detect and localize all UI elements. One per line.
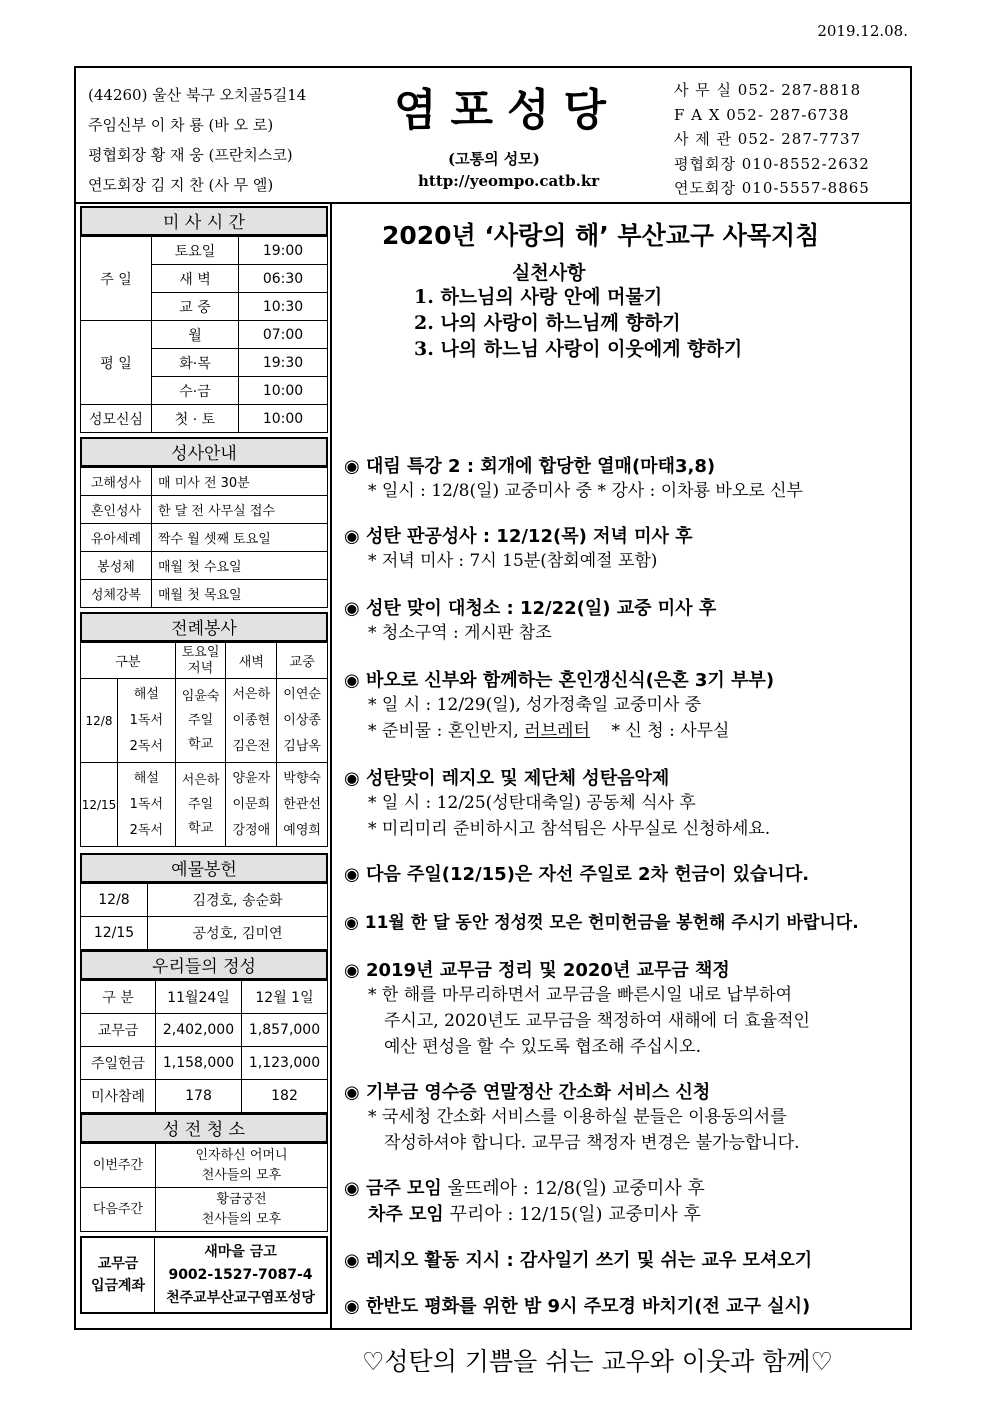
- role: 2독서: [129, 822, 164, 838]
- notice-detail: * 일 시 : 12/25(성탄대축일) 공동체 식사 후: [368, 793, 696, 813]
- sacrament-name: 혼인성사: [81, 496, 152, 524]
- cleaning-title: 성 전 청 소: [80, 1113, 328, 1143]
- server-name: 한관선: [283, 796, 321, 812]
- server-name: 강정애: [232, 822, 271, 838]
- practice-item: 1. 하느님의 사랑 안에 머물기: [414, 286, 663, 308]
- sacrament-info: 매월 첫 목요일: [152, 580, 328, 608]
- cleaning-week: 이번주간: [81, 1144, 156, 1188]
- notice-heading: ◉ 2019년 교무금 정리 및 2020년 교무금 책정: [344, 960, 730, 981]
- pastor: 주임신부 이 차 룡 (바 오 로): [88, 116, 274, 134]
- notice-detail: 예산 편성을 할 수 있도록 협조해 주십시오.: [384, 1037, 702, 1057]
- header: [76, 68, 910, 204]
- contact-office: 사 무 실 052- 287-8818: [674, 81, 862, 99]
- notice-heading: ◉ 성탄 판공성사 : 12/12(목) 저녁 미사 후: [344, 526, 693, 547]
- liturgy-dawn: [226, 679, 277, 763]
- notice-legio: [344, 1246, 812, 1272]
- detail-text: * 준비물 : 혼인반지,: [368, 721, 525, 741]
- notice-detail: * 한 해를 마무리하면서 교무금을 빠른시일 내로 납부하여: [368, 985, 793, 1005]
- cleaning-table: [80, 1143, 328, 1232]
- notice-detail: * 미리미리 준비하시고 참석팀은 사무실로 신청하세요.: [368, 819, 771, 839]
- notice-detail: * 국세청 간소화 서비스를 이용하실 분들은 이용동의서를: [368, 1107, 787, 1127]
- mass-day: 교 중: [152, 293, 239, 321]
- funds-header: 12월 1일: [242, 981, 328, 1014]
- server-name: 김은전: [232, 738, 271, 754]
- mass-time: 06:30: [239, 265, 328, 293]
- mass-day: 토요일: [152, 237, 239, 265]
- mass-day: 수·금: [152, 377, 239, 405]
- server-name: 이종현: [232, 712, 271, 728]
- liturgy-title: 전례봉사: [80, 612, 328, 642]
- liturgy-dawn: [226, 763, 277, 847]
- account-number: 9002-1527-7087-4: [168, 1266, 313, 1283]
- weekday-label: 평 일: [81, 321, 152, 405]
- cleaning-groups: 인자하신 어머니 천사들의 모후: [156, 1144, 328, 1188]
- notice-heading: ◉ 바오로 신부와 함께하는 혼인갱신식(은혼 3기 부부): [344, 670, 775, 691]
- notice-meetings: [344, 1174, 705, 1226]
- parish-url[interactable]: http://yeompo.catb.kr: [418, 172, 600, 190]
- sunday-label: 주 일: [81, 237, 152, 321]
- mass-time: 07:00: [239, 321, 328, 349]
- notice-confession: [344, 522, 693, 574]
- funds-table: [80, 980, 328, 1113]
- notice-heading: [344, 1174, 705, 1200]
- cleaning-groups: 황금궁전 천사들의 모후: [156, 1188, 328, 1232]
- sacrament-title: 성사안내: [80, 437, 328, 467]
- funds-header: 11월24일: [156, 981, 242, 1014]
- sacrament-name: 봉성체: [81, 552, 152, 580]
- role: 1독서: [129, 796, 164, 812]
- account-holder: 천주교부산교구염포성당: [166, 1289, 315, 1306]
- role: 해설: [133, 686, 159, 702]
- role: 1독서: [129, 712, 164, 728]
- account-box: [80, 1236, 328, 1314]
- liturgy-roles: [118, 763, 176, 847]
- practice-item: 3. 나의 하느님 사랑이 이웃에게 향하기: [414, 338, 743, 360]
- notice-cleaning: [344, 594, 716, 646]
- legion-president: 연도회장 김 지 찬 (사 무 엘): [88, 176, 274, 194]
- sacrament-info: 매 미사 전 30분: [152, 468, 328, 496]
- notice-charity-sunday: [344, 860, 809, 886]
- notice-heading: ◉ 다음 주일(12/15)은 자선 주일로 2차 헌금이 있습니다.: [344, 864, 810, 885]
- notice-detail: 주시고, 2020년도 교무금을 책정하여 새해에 더 효율적인: [384, 1011, 810, 1031]
- notice-rice-offering: [344, 908, 859, 933]
- notice-heading: ◉ 성탄맞이 레지오 및 제단체 성탄음악제: [344, 768, 670, 789]
- funds-label: 미사참례: [81, 1080, 156, 1113]
- liturgy-date: 12/8: [81, 679, 118, 763]
- mass-time: 10:00: [239, 405, 328, 433]
- meeting-next-week: 꾸리아 : 12/15(일) 교중미사 후: [443, 1204, 701, 1225]
- issue-date: 2019.12.08.: [817, 22, 908, 40]
- bulletin-frame: [74, 66, 912, 1376]
- mass-day: 첫 · 토: [152, 405, 239, 433]
- notice-music-festival: [344, 764, 770, 842]
- parish-title: 염포성당: [394, 85, 621, 136]
- sacrament-table: [80, 467, 328, 608]
- mass-day: 화·목: [152, 349, 239, 377]
- funds-value: 178: [156, 1080, 242, 1113]
- funds-header: 구 분: [81, 981, 156, 1014]
- column-divider: [330, 202, 332, 1328]
- account-bank: 새마을 금고: [204, 1243, 277, 1260]
- council-president: 평협회장 황 재 웅 (프란치스코): [88, 146, 293, 164]
- mass-table: [80, 236, 328, 433]
- account-label: 교무금 입금계좌: [82, 1238, 155, 1312]
- server-name: 서은하: [232, 686, 271, 702]
- liturgy-saturday: 임윤숙 주일 학교: [175, 679, 226, 763]
- sacrament-info: 짝수 월 셋째 토요일: [152, 524, 328, 552]
- notice-detail: * 저녁 미사 : 7시 15분(참회예절 포함): [368, 551, 658, 571]
- liturgy-saturday: 서은하 주일 학교: [175, 763, 226, 847]
- address: (44260) 울산 북구 오치골5길14: [88, 86, 307, 104]
- notice-detail: * 청소구역 : 게시판 참조: [368, 623, 552, 643]
- funds-label: 주일헌금: [81, 1047, 156, 1080]
- funds-value: 1,123,000: [242, 1047, 328, 1080]
- mass-time: 19:30: [239, 349, 328, 377]
- server-name: 예영희: [283, 822, 321, 838]
- contact-list: [674, 78, 870, 201]
- notice-heading: ◉ 한반도 평화를 위한 밤 9시 주모경 바치기(전 교구 실시): [344, 1296, 811, 1317]
- notice-heading: ◉ 성탄 맞이 대청소 : 12/22(일) 교중 미사 후: [344, 598, 717, 619]
- notice-detail: [344, 718, 774, 744]
- liturgy-roles: [118, 679, 176, 763]
- funds-value: 1,857,000: [242, 1014, 328, 1047]
- meeting-this-week-label: ◉ 금주 모임: [344, 1178, 442, 1199]
- offering-names: 김경호, 송순화: [148, 884, 328, 917]
- notice-heading: ◉ 기부금 영수증 연말정산 간소화 서비스 신청: [344, 1082, 711, 1103]
- notice-marriage-renewal: [344, 666, 774, 744]
- notice-donation-receipt: [344, 1078, 800, 1156]
- liturgy-header: 교중: [277, 643, 328, 679]
- notice-detail: 작성하셔야 합니다. 교무금 책정자 변경은 불가능합니다.: [384, 1133, 800, 1153]
- header-info: [88, 80, 306, 200]
- mass-time: 10:30: [239, 293, 328, 321]
- funds-value: 2,402,000: [156, 1014, 242, 1047]
- contact-fax: F A X 052- 287-6738: [674, 105, 850, 124]
- role: 2독서: [129, 738, 164, 754]
- mass-title: 미 사 시 간: [80, 206, 328, 236]
- liturgy-main: [277, 679, 328, 763]
- notice-parish-dues: [344, 956, 810, 1060]
- server-name: 양윤자: [232, 770, 271, 786]
- notice-heading: ◉ 레지오 활동 지시 : 감사일기 쓰기 및 쉬는 교우 모셔오기: [344, 1250, 813, 1271]
- server-name: 박향숙: [283, 770, 321, 786]
- notice-detail: [344, 1200, 705, 1226]
- mass-time: 10:00: [239, 377, 328, 405]
- liturgy-header: 구분: [81, 643, 176, 679]
- role: 해설: [133, 770, 159, 786]
- love-letter-text: 러브레터: [524, 721, 590, 741]
- offering-table: [80, 883, 328, 950]
- mass-time: 19:00: [239, 237, 328, 265]
- offering-title: 예물봉헌: [80, 853, 328, 883]
- sacrament-info: 한 달 전 사무실 접수: [152, 496, 328, 524]
- sacrament-info: 매월 첫 수요일: [152, 552, 328, 580]
- notice-peace-prayer: [344, 1292, 810, 1318]
- notice-detail: * 일 시 : 12/29(일), 성가정축일 교중미사 중: [368, 695, 702, 715]
- server-name: 이문희: [232, 796, 271, 812]
- practice-list: [414, 284, 742, 362]
- liturgy-header: 새벽: [226, 643, 277, 679]
- sacrament-name: 유아세례: [81, 524, 152, 552]
- server-name: 이상종: [283, 712, 321, 728]
- liturgy-main: [277, 763, 328, 847]
- meeting-this-week: 울뜨레아 : 12/8(일) 교중미사 후: [441, 1178, 705, 1199]
- parish-subtitle: (고통의 성모): [448, 150, 540, 168]
- notice-advent-lecture: [344, 452, 803, 504]
- offering-date: 12/15: [81, 917, 148, 950]
- meeting-next-week-label: 차주 모임: [368, 1204, 444, 1225]
- mass-day: 새 벽: [152, 265, 239, 293]
- cleaning-week: 다음주간: [81, 1188, 156, 1232]
- notice-heading: ◉ 대림 특강 2 : 회개에 합당한 열매(마태3,8): [344, 456, 716, 477]
- server-name: 이연순: [283, 686, 321, 702]
- contact-council: 평협회장 010-8552-2632: [674, 154, 870, 173]
- account-info: [155, 1238, 326, 1312]
- pastoral-title: 2020년 ‘사랑의 해’ 부산교구 사목지침: [382, 221, 820, 250]
- closing-message: ♡성탄의 기쁨을 쉬는 교우와 이웃과 함께♡: [362, 1347, 833, 1376]
- liturgy-header: 토요일 저녁: [175, 643, 226, 679]
- sacrament-name: 고해성사: [81, 468, 152, 496]
- funds-value: 1,158,000: [156, 1047, 242, 1080]
- contact-rectory: 사 제 관 052- 287-7737: [674, 130, 862, 148]
- liturgy-table: [80, 642, 328, 847]
- server-name: 김남옥: [283, 738, 321, 754]
- offering-date: 12/8: [81, 884, 148, 917]
- liturgy-date: 12/15: [81, 763, 118, 847]
- funds-label: 교무금: [81, 1014, 156, 1047]
- practice-subtitle: 실천사항: [512, 262, 586, 284]
- notice-detail: * 일시 : 12/8(일) 교중미사 중 * 강사 : 이차룡 바오로 신부: [368, 481, 803, 501]
- mother-devotion-label: 성모신심: [81, 405, 152, 433]
- funds-value: 182: [242, 1080, 328, 1113]
- notice-heading: ◉ 11월 한 달 동안 정성껏 모은 헌미헌금을 봉헌해 주시기 바랍니다.: [344, 913, 859, 933]
- mass-day: 월: [152, 321, 239, 349]
- offering-names: 공성호, 김미연: [148, 917, 328, 950]
- funds-title: 우리들의 정성: [80, 950, 328, 980]
- contact-legion: 연도회장 010-5557-8865: [674, 179, 870, 197]
- sacrament-name: 성체강복: [81, 580, 152, 608]
- left-column: [80, 206, 328, 1314]
- detail-text: * 신 청 : 사무실: [589, 721, 730, 741]
- practice-item: 2. 나의 사랑이 하느님께 향하기: [414, 312, 681, 334]
